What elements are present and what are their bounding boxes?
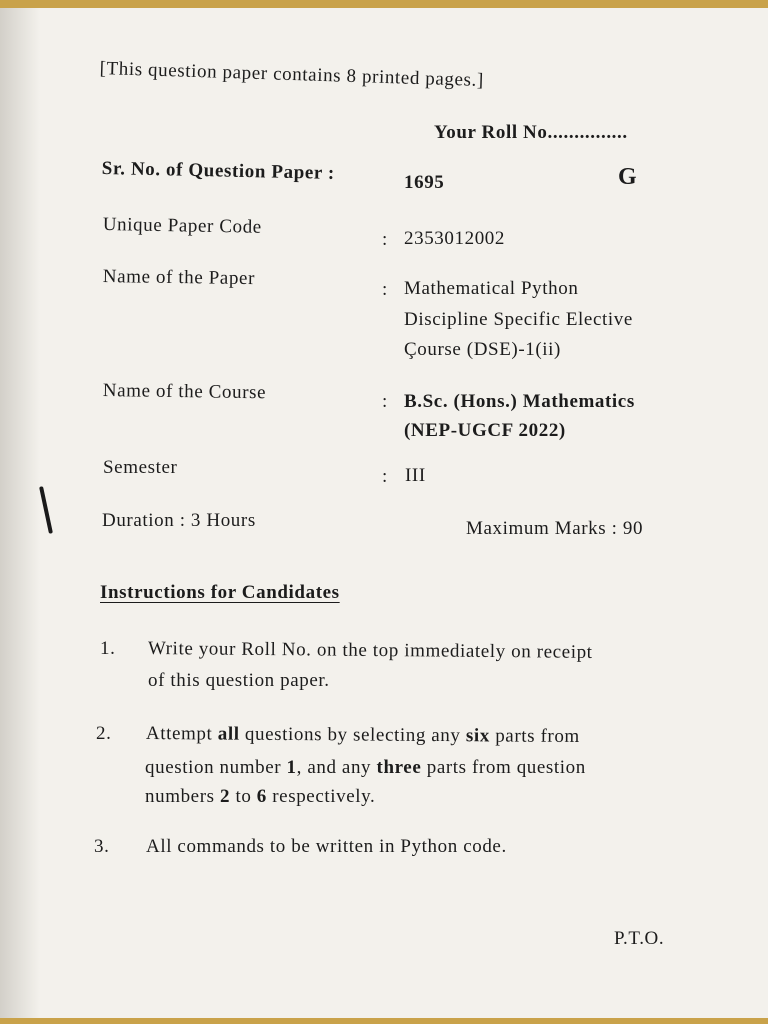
instruction-2-line-1: Attempt all questions by selecting any six parts from <box>145 723 580 748</box>
semester-colon: : <box>382 466 388 487</box>
paper-name-line-1: Mathematical Python <box>404 278 579 299</box>
upc-colon: : <box>382 229 388 250</box>
roll-no-label: Your Roll No............... <box>434 122 628 143</box>
course-colon: : <box>382 391 388 412</box>
instruction-1-line-2: of this question paper. <box>148 670 330 691</box>
course-label: Name of the Course <box>102 380 267 404</box>
sr-no-label: Sr. No. of Question Paper : <box>101 158 336 184</box>
upc-label: Unique Paper Code <box>102 214 262 238</box>
duration: Duration : 3 Hours <box>102 510 256 531</box>
pto-label: P.T.O. <box>614 928 665 949</box>
paper-name-line-2: Discipline Specific Elective <box>404 309 633 330</box>
instructions-heading: Instructions for Candidates <box>100 582 340 603</box>
course-name-line-1: B.Sc. (Hons.) Mathematics <box>404 391 635 412</box>
max-marks: Maximum Marks : 90 <box>466 518 644 539</box>
instruction-2-line-2: question number 1, and any three parts from question <box>145 757 586 778</box>
paper-label: Name of the Paper <box>102 266 256 290</box>
instruction-2-number: 2. <box>96 723 112 744</box>
semester-label: Semester <box>103 457 178 478</box>
pages-note: [This question paper contains 8 printed pages.] <box>99 58 485 92</box>
set-letter: G <box>618 164 637 190</box>
course-name-line-2: (NEP-UGCF 2022) <box>404 420 566 441</box>
semester-value: III <box>405 465 426 486</box>
page-shadow <box>0 8 40 1018</box>
paper-colon: : <box>382 279 388 300</box>
instruction-1-line-1: Write your Roll No. on the top immediately on receipt <box>147 638 593 663</box>
sr-no-value: 1695 <box>404 172 445 193</box>
instruction-1-number: 1. <box>100 638 116 659</box>
instruction-3-number: 3. <box>94 836 110 857</box>
instruction-3-line-1: All commands to be written in Python code. <box>146 836 507 857</box>
upc-value: 2353012002 <box>404 228 505 249</box>
paper-name-line-3: Çourse (DSE)-1(ii) <box>404 339 561 360</box>
instruction-2-line-3: numbers 2 to 6 respectively. <box>145 786 376 807</box>
